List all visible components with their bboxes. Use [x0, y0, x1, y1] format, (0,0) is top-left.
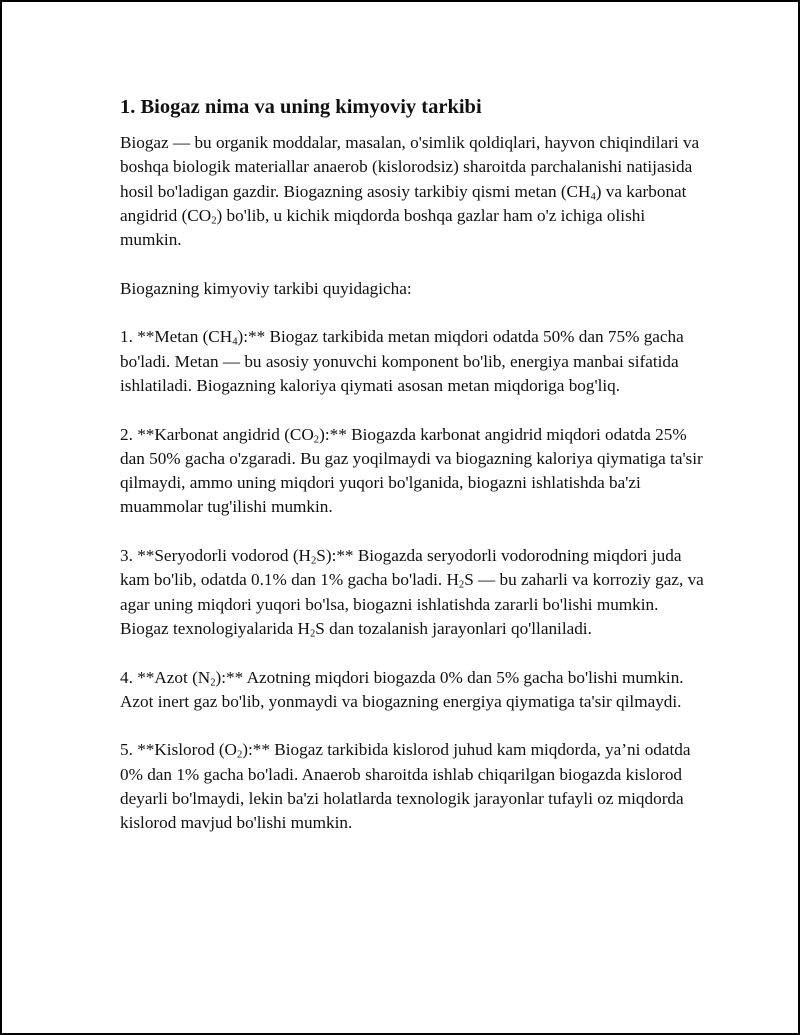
- subscript: 2: [309, 628, 316, 640]
- list-item-methane: [120, 325, 710, 398]
- section-heading: 1. Biogaz nima va uning kimyoviy tarkibi: [120, 96, 482, 118]
- list-item-oxygen: [120, 738, 710, 835]
- text-run: Biogaz — bu organik moddalar, masalan, o'simlik qoldiqlari, hayvon chiqindilari va boshqa biologik materiallar anaerob (kislorodsiz) sharoitda parchalanishi natijasida hosil bo'ladigan gazdir. Biogazning asosiy tarkibiy qismi metan (CH: [120, 133, 700, 201]
- text-run: S — bu zaharli va korroziy gaz, va agar uning miqdori yuqori bo'lsa, biogazni ishlatishda zararli bo'lishi mumkin. Biogaz texnologiyalarida H: [120, 570, 704, 638]
- lead-paragraph: Biogazning kimyoviy tarkibi quyidagicha:: [120, 278, 412, 298]
- text-run: 3. **Seryodorli vodorod (H: [120, 546, 311, 566]
- list-item-hydrogen-sulfide: [120, 544, 710, 641]
- text-run: S):** Biogazda seryodorli vodorodning miqdori juda kam bo'lib, odatda 0.1% dan 1% gacha bo'ladi. H: [120, 546, 682, 590]
- subscript: 2: [310, 555, 317, 567]
- intro-paragraph: [120, 131, 710, 252]
- subscript: 2: [236, 750, 243, 762]
- text-run: 4. **Azot (N: [120, 667, 211, 687]
- subscript: 2: [458, 580, 465, 591]
- text-run: ) va karbonat angidrid (CO: [120, 181, 687, 225]
- list-item-carbon-dioxide: [120, 423, 710, 520]
- subscript: 2: [210, 677, 216, 689]
- text-run: ):** Biogaz tarkibida metan miqdori odatda 50% dan 75% gacha bo'ladi. Metan — bu asosiy yonuvchi komponent bo'lib, energiya manbai sifatida ishlatiladi. Biogazning kaloriya qiymati asosan metan miqdoriga bog'liq.: [120, 327, 684, 395]
- document-content: [120, 94, 710, 860]
- subscript: 4: [232, 337, 238, 349]
- subscript: 4: [590, 191, 596, 203]
- text-run: ) bo'lib, u kichik miqdorda boshqa gazlar ham o'z ichiga olishi mumkin.: [120, 205, 646, 250]
- text-run: S dan tozalanish jarayonlari qo'llaniladi.: [315, 618, 592, 638]
- text-run: ):** Biogazda karbonat angidrid miqdori odatda 25% dan 50% gacha o'zgaradi. Bu gaz yoqilmaydi va biogazning kaloriya qiymatiga ta'sir qilmaydi, ammo uning miqdori yuqori bo'lganida, biogazni ishlatishda ba'zi muammolar tug'ilishi mumkin.: [120, 424, 703, 517]
- subscript: 2: [211, 215, 217, 227]
- text-run: 2. **Karbonat angidrid (CO: [120, 424, 314, 444]
- text-run: ):** Azotning miqdori biogazda 0% dan 5% gacha bo'lishi mumkin. Azot inert gaz bo'lib, yonmaydi va biogazning energiya qiymatiga ta'sir qilmaydi.: [120, 667, 684, 711]
- text-run: 1. **Metan (CH: [120, 327, 233, 347]
- text-run: 5. **Kislorod (O: [120, 740, 237, 760]
- subscript: 2: [313, 434, 320, 446]
- list-item-nitrogen: [120, 666, 710, 715]
- text-run: ):** Biogaz tarkibida kislorod juhud kam miqdorda, ya’ni odatda 0% dan 1% gacha bo'ladi. Anaerob sharoitda ishlab chiqarilgan biogazda kislorod deyarli bo'lmaydi, lekin ba'zi holatlarda texnologik jarayonlar tufayli oz miqdorda kislorod mavjud bo'lishi mumkin.: [120, 740, 691, 833]
